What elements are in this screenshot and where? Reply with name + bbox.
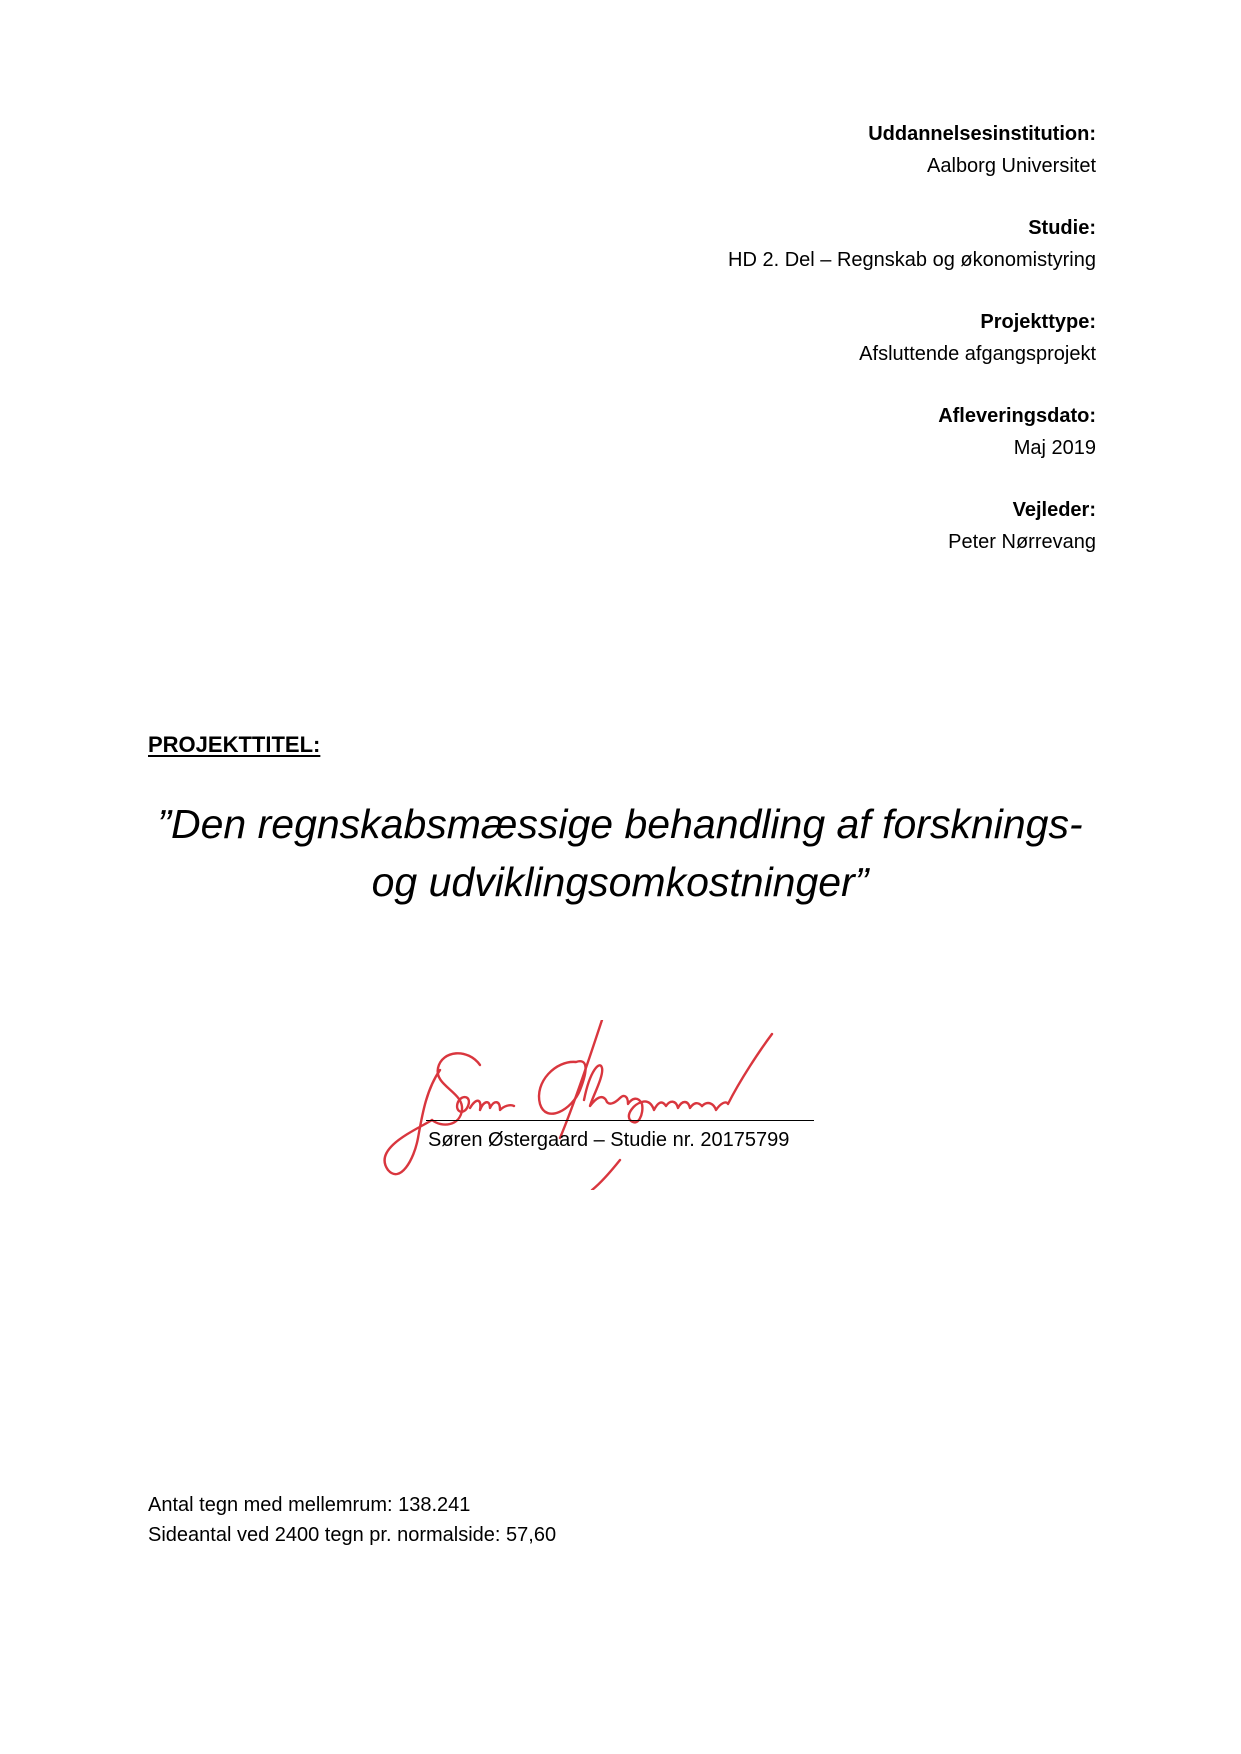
project-metadata	[496, 118, 1096, 588]
meta-value: Afsluttende afgangsprojekt	[859, 343, 1096, 365]
meta-value: Peter Nørrevang	[948, 531, 1096, 553]
meta-project-type	[496, 306, 1096, 370]
character-count: Antal tegn med mellemrum: 138.241	[148, 1494, 471, 1516]
meta-study	[496, 212, 1096, 276]
meta-submission-date	[496, 400, 1096, 464]
meta-label: Afleveringsdato:	[938, 405, 1096, 427]
meta-label: Uddannelsesinstitution:	[868, 123, 1096, 145]
signature-caption: Søren Østergaard – Studie nr. 20175799	[428, 1129, 790, 1151]
document-statistics	[148, 1490, 556, 1550]
meta-value: HD 2. Del – Regnskab og økonomistyring	[728, 249, 1096, 271]
project-title-label: PROJEKTTITEL:	[148, 732, 321, 757]
project-title-line-2: og udviklingsomkostninger”	[371, 859, 869, 905]
meta-value: Aalborg Universitet	[927, 155, 1096, 177]
handwritten-signature	[380, 1020, 860, 1190]
meta-label: Vejleder:	[1012, 499, 1096, 521]
meta-value: Maj 2019	[1013, 437, 1096, 459]
meta-institution	[496, 118, 1096, 182]
project-title-line-1: ”Den regnskabsmæssige behandling af forsknings-	[157, 801, 1083, 847]
project-title	[120, 795, 1120, 911]
meta-label: Projekttype:	[980, 311, 1096, 333]
meta-supervisor	[496, 494, 1096, 558]
signature-block	[380, 1020, 860, 1190]
signature-line	[426, 1120, 814, 1121]
meta-label: Studie:	[1028, 217, 1096, 239]
page-count: Sideantal ved 2400 tegn pr. normalside: 57,60	[148, 1524, 557, 1546]
